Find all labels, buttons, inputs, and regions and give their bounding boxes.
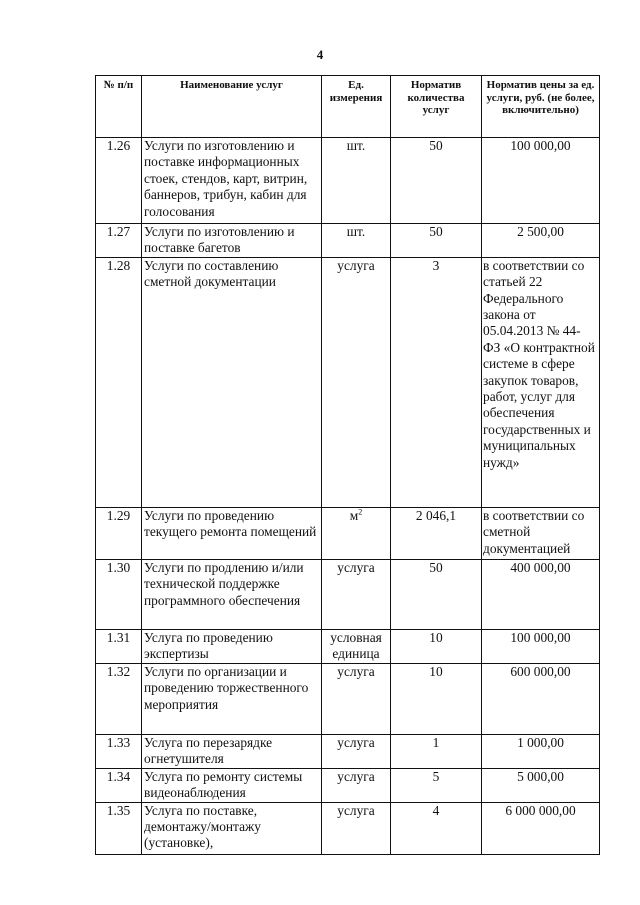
row-num-text: 1.33 — [106, 734, 131, 750]
row-price — [482, 734, 600, 768]
row-num — [96, 138, 142, 224]
table-row — [96, 768, 600, 802]
row-price — [482, 257, 600, 507]
row-qty-text: 50 — [429, 224, 443, 239]
row-num — [96, 224, 142, 258]
row-num-text: 1.27 — [106, 224, 131, 239]
table-row — [96, 629, 600, 663]
row-unit-text: м — [349, 507, 359, 523]
row-price-text: в соответствии со сметной документацией — [483, 507, 585, 556]
row-unit-text: шт. — [346, 224, 366, 239]
row-unit-text: услуга — [337, 802, 375, 818]
row-num-text: 1.30 — [106, 559, 131, 575]
table-row — [96, 224, 600, 258]
table-row — [96, 663, 600, 734]
row-price — [482, 138, 600, 224]
row-price — [482, 629, 600, 663]
table-row — [96, 507, 600, 559]
row-price-text: 100 000,00 — [510, 629, 571, 645]
row-unit — [322, 629, 391, 663]
row-num-text: 1.31 — [106, 629, 131, 645]
row-price-text: 6 000 000,00 — [505, 802, 576, 818]
row-qty — [391, 507, 482, 559]
row-unit — [322, 559, 391, 629]
row-service-name — [142, 768, 322, 802]
header-qty: Норматив количества услуг — [391, 76, 482, 138]
row-service-name-text: Услуги по проведению текущего ремонта помещений — [144, 507, 317, 540]
row-unit — [322, 768, 391, 802]
row-qty-text: 5 — [432, 768, 440, 784]
unit-superscript: 2 — [358, 507, 363, 517]
page-number: 4 — [316, 47, 324, 62]
row-service-name — [142, 734, 322, 768]
row-unit — [322, 734, 391, 768]
row-price-text: 5 000,00 — [517, 768, 564, 784]
row-service-name-text: Услуги по изготовлению и поставке багетов — [144, 224, 295, 256]
row-service-name-text: Услуга по поставке, демонтажу/монтажу (установке), — [144, 802, 261, 851]
row-unit — [322, 663, 391, 734]
row-service-name — [142, 629, 322, 663]
row-qty — [391, 802, 482, 854]
row-num-text: 1.32 — [106, 663, 131, 679]
table-row — [96, 257, 600, 507]
row-service-name — [142, 257, 322, 507]
row-service-name-text: Услуги по изготовлению и поставке информационных стоек, стендов, карт, витрин, баннеров, трибун, кабин для голосования — [144, 138, 308, 219]
row-num — [96, 663, 142, 734]
row-service-name — [142, 802, 322, 854]
row-qty-text: 3 — [432, 257, 440, 273]
row-unit — [322, 224, 391, 258]
row-service-name-text: Услуги по продлению и/или технической поддержке программного обеспечения — [144, 559, 304, 608]
row-price — [482, 224, 600, 258]
row-num — [96, 734, 142, 768]
row-qty — [391, 224, 482, 258]
row-num-text: 1.34 — [106, 768, 131, 784]
row-qty-text: 1 — [432, 734, 440, 750]
row-qty — [391, 257, 482, 507]
row-service-name-text: Услуга по перезарядке огнетушителя — [144, 734, 273, 767]
row-num — [96, 802, 142, 854]
row-price-text: 100 000,00 — [510, 138, 571, 153]
row-unit-text: услуга — [337, 663, 375, 679]
row-qty — [391, 768, 482, 802]
row-unit — [322, 802, 391, 854]
row-price — [482, 768, 600, 802]
row-service-name-text: Услуга по проведению экспертизы — [144, 629, 273, 662]
row-service-name — [142, 138, 322, 224]
row-service-name-text: Услуги по организации и проведению торжественного мероприятия — [144, 663, 309, 712]
header-unit: Ед. измерения — [322, 76, 391, 138]
header-num: № п/п — [96, 76, 142, 138]
row-num-text: 1.26 — [106, 138, 131, 153]
row-qty — [391, 559, 482, 629]
row-service-name-text: Услуги по составлению сметной документации — [144, 257, 279, 290]
row-unit — [322, 507, 391, 559]
row-price — [482, 663, 600, 734]
row-unit-text: услуга — [337, 257, 375, 273]
row-qty-text: 4 — [432, 802, 440, 818]
norms-table — [95, 75, 600, 855]
row-price — [482, 559, 600, 629]
row-num — [96, 629, 142, 663]
row-num-text: 1.28 — [106, 257, 131, 273]
row-qty — [391, 629, 482, 663]
row-price-text: 600 000,00 — [510, 663, 571, 679]
row-qty — [391, 734, 482, 768]
row-unit-text: услуга — [337, 559, 375, 575]
table-row — [96, 559, 600, 629]
table-row — [96, 138, 600, 224]
row-price-text: в соответствии со статьей 22 Федерального закона от 05.04.2013 № 44-ФЗ «О контрактной системе в сфере закупок товаров, работ, услуг для обеспечения государственных и муниципальных нужд» — [483, 257, 595, 470]
row-price-text: 1 000,00 — [517, 734, 564, 750]
row-num — [96, 559, 142, 629]
row-service-name — [142, 507, 322, 559]
row-service-name — [142, 224, 322, 258]
table-row — [96, 734, 600, 768]
row-price — [482, 507, 600, 559]
row-price-text: 2 500,00 — [517, 224, 564, 239]
row-qty — [391, 138, 482, 224]
row-service-name — [142, 559, 322, 629]
row-num — [96, 257, 142, 507]
row-qty-text: 50 — [429, 559, 443, 575]
row-unit — [322, 138, 391, 224]
row-unit-text: услуга — [337, 734, 375, 750]
row-unit — [322, 257, 391, 507]
table-row — [96, 802, 600, 854]
row-qty-text: 10 — [429, 663, 443, 679]
row-num — [96, 768, 142, 802]
row-unit-text: шт. — [346, 138, 366, 153]
row-unit-text: условная единица — [330, 629, 382, 662]
row-qty-text: 50 — [429, 138, 443, 153]
row-qty-text: 2 046,1 — [415, 507, 457, 523]
row-service-name-text: Услуга по ремонту системы видеонаблюдения — [144, 768, 303, 801]
row-qty-text: 10 — [429, 629, 443, 645]
row-num-text: 1.35 — [106, 802, 131, 818]
table-header-row — [96, 76, 600, 138]
header-price: Норматив цены за ед. услуги, руб. (не более, включительно) — [482, 76, 600, 138]
row-unit-text: услуга — [337, 768, 375, 784]
row-num-text: 1.29 — [106, 507, 131, 523]
row-service-name — [142, 663, 322, 734]
row-qty — [391, 663, 482, 734]
row-num — [96, 507, 142, 559]
header-name: Наименование услуг — [142, 76, 322, 138]
row-price — [482, 802, 600, 854]
row-price-text: 400 000,00 — [510, 559, 571, 575]
